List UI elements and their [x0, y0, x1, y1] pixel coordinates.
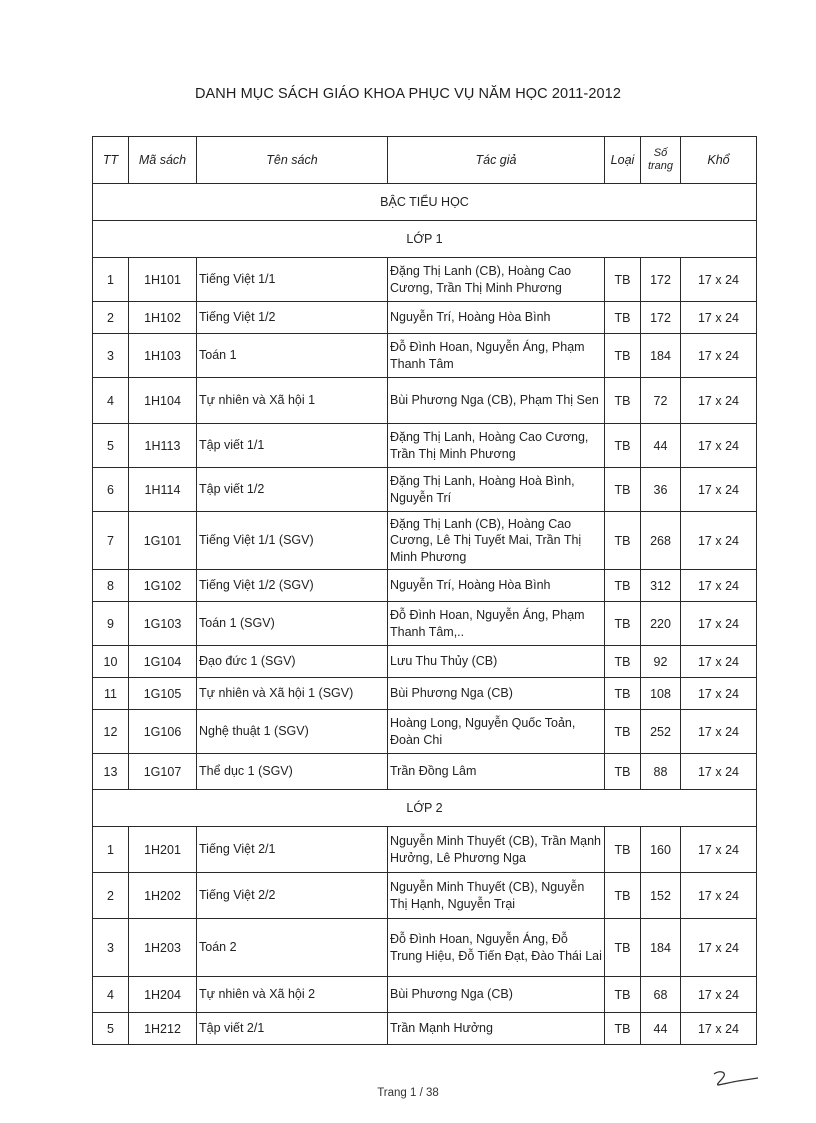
- header-loai: Loại: [605, 137, 641, 184]
- row-number: 3: [93, 919, 129, 977]
- header-so-trang-line1: Số: [653, 146, 668, 159]
- row-number: 3: [93, 334, 129, 378]
- book-code: 1H113: [129, 424, 197, 468]
- book-size: 17 x 24: [681, 512, 757, 570]
- book-title: Toán 1: [197, 334, 388, 378]
- row-number: 13: [93, 754, 129, 790]
- book-code: 1G102: [129, 570, 197, 602]
- book-authors: Đỗ Đình Hoan, Nguyễn Áng, Phạm Thanh Tâm,..: [388, 602, 605, 646]
- header-tt: TT: [93, 137, 129, 184]
- row-number: 1: [93, 258, 129, 302]
- book-code: 1H104: [129, 378, 197, 424]
- book-code: 1H203: [129, 919, 197, 977]
- book-type: TB: [605, 919, 641, 977]
- book-code: 1H101: [129, 258, 197, 302]
- book-size: 17 x 24: [681, 873, 757, 919]
- book-code: 1G106: [129, 710, 197, 754]
- book-authors: Đỗ Đình Hoan, Nguyễn Áng, Phạm Thanh Tâm: [388, 334, 605, 378]
- book-code: 1H102: [129, 302, 197, 334]
- book-title: Tập viết 1/1: [197, 424, 388, 468]
- book-authors: Bùi Phương Nga (CB): [388, 977, 605, 1013]
- book-size: 17 x 24: [681, 754, 757, 790]
- book-authors: Hoàng Long, Nguyễn Quốc Toản, Đoàn Chi: [388, 710, 605, 754]
- book-type: TB: [605, 1013, 641, 1045]
- book-authors: Bùi Phương Nga (CB): [388, 678, 605, 710]
- book-size: 17 x 24: [681, 678, 757, 710]
- book-code: 1H204: [129, 977, 197, 1013]
- book-authors: Bùi Phương Nga (CB), Phạm Thị Sen: [388, 378, 605, 424]
- page-count: 160: [641, 827, 681, 873]
- book-type: TB: [605, 512, 641, 570]
- book-type: TB: [605, 710, 641, 754]
- book-title: Thể dục 1 (SGV): [197, 754, 388, 790]
- page-title: DANH MỤC SÁCH GIÁO KHOA PHỤC VỤ NĂM HỌC 2011-2012: [194, 86, 622, 102]
- book-type: TB: [605, 646, 641, 678]
- book-type: TB: [605, 602, 641, 646]
- page-count: 72: [641, 378, 681, 424]
- book-type: TB: [605, 570, 641, 602]
- grade1-label: LỚP 1: [93, 221, 757, 258]
- book-code: 1H201: [129, 827, 197, 873]
- book-code: 1H212: [129, 1013, 197, 1045]
- book-size: 17 x 24: [681, 334, 757, 378]
- book-type: TB: [605, 468, 641, 512]
- book-title: Tiếng Việt 1/1: [197, 258, 388, 302]
- book-type: TB: [605, 258, 641, 302]
- book-size: 17 x 24: [681, 977, 757, 1013]
- grade2-row: [93, 790, 757, 827]
- book-type: TB: [605, 302, 641, 334]
- book-type: TB: [605, 424, 641, 468]
- book-code: 1G105: [129, 678, 197, 710]
- table-row: [93, 512, 757, 570]
- header-kho: Khổ: [681, 137, 757, 184]
- book-title: Tự nhiên và Xã hội 1: [197, 378, 388, 424]
- table-row: [93, 378, 757, 424]
- table-row: [93, 334, 757, 378]
- row-number: 4: [93, 378, 129, 424]
- book-code: 1G107: [129, 754, 197, 790]
- page-count: 36: [641, 468, 681, 512]
- book-authors: Trần Mạnh Hưởng: [388, 1013, 605, 1045]
- row-number: 9: [93, 602, 129, 646]
- book-authors: Đặng Thị Lanh, Hoàng Cao Cương, Trần Thị Minh Phương: [388, 424, 605, 468]
- table-row: [93, 258, 757, 302]
- row-number: 4: [93, 977, 129, 1013]
- book-size: 17 x 24: [681, 570, 757, 602]
- book-code: 1G104: [129, 646, 197, 678]
- book-type: TB: [605, 977, 641, 1013]
- book-type: TB: [605, 754, 641, 790]
- book-type: TB: [605, 873, 641, 919]
- level-label: BẬC TIỂU HỌC: [93, 184, 757, 221]
- book-size: 17 x 24: [681, 919, 757, 977]
- book-size: 17 x 24: [681, 827, 757, 873]
- row-number: 1: [93, 827, 129, 873]
- grade1-row: [93, 221, 757, 258]
- book-size: 17 x 24: [681, 646, 757, 678]
- row-number: 2: [93, 302, 129, 334]
- book-size: 17 x 24: [681, 302, 757, 334]
- row-number: 8: [93, 570, 129, 602]
- header-ma-sach: Mã sách: [129, 137, 197, 184]
- book-title: Tự nhiên và Xã hội 2: [197, 977, 388, 1013]
- row-number: 7: [93, 512, 129, 570]
- page-count: 184: [641, 919, 681, 977]
- book-code: 1G103: [129, 602, 197, 646]
- book-authors: Đặng Thị Lanh (CB), Hoàng Cao Cương, Trần Thị Minh Phương: [388, 258, 605, 302]
- book-size: 17 x 24: [681, 1013, 757, 1045]
- book-title: Nghệ thuật 1 (SGV): [197, 710, 388, 754]
- page-count: 44: [641, 424, 681, 468]
- table-row: [93, 468, 757, 512]
- book-title: Tiếng Việt 2/2: [197, 873, 388, 919]
- book-type: TB: [605, 378, 641, 424]
- row-number: 5: [93, 424, 129, 468]
- level-row: [93, 184, 757, 221]
- page-count: 268: [641, 512, 681, 570]
- header-so-trang-line2: trang: [647, 160, 674, 172]
- row-number: 10: [93, 646, 129, 678]
- book-title: Tiếng Việt 2/1: [197, 827, 388, 873]
- book-authors: Trần Đồng Lâm: [388, 754, 605, 790]
- book-authors: Đỗ Đình Hoan, Nguyễn Áng, Đỗ Trung Hiệu, Đỗ Tiến Đạt, Đào Thái Lai: [388, 919, 605, 977]
- table-row: [93, 977, 757, 1013]
- table-row: [93, 919, 757, 977]
- book-code: 1G101: [129, 512, 197, 570]
- book-title: Tiếng Việt 1/2 (SGV): [197, 570, 388, 602]
- book-code: 1H202: [129, 873, 197, 919]
- table-row: [93, 1013, 757, 1045]
- book-type: TB: [605, 334, 641, 378]
- page-count: 68: [641, 977, 681, 1013]
- header-so-trang: [641, 137, 681, 184]
- book-size: 17 x 24: [681, 602, 757, 646]
- page-count: 172: [641, 302, 681, 334]
- book-code: 1H103: [129, 334, 197, 378]
- page-count: 152: [641, 873, 681, 919]
- book-authors: Nguyễn Trí, Hoàng Hòa Bình: [388, 302, 605, 334]
- header-tac-gia: Tác giả: [388, 137, 605, 184]
- book-authors: Nguyễn Trí, Hoàng Hòa Bình: [388, 570, 605, 602]
- header-ten-sach: Tên sách: [197, 137, 388, 184]
- row-number: 11: [93, 678, 129, 710]
- table-row: [93, 827, 757, 873]
- book-title: Tiếng Việt 1/1 (SGV): [197, 512, 388, 570]
- book-code: 1H114: [129, 468, 197, 512]
- page-count: 108: [641, 678, 681, 710]
- table-header-row: [93, 137, 757, 184]
- page-count: 172: [641, 258, 681, 302]
- table-row: [93, 873, 757, 919]
- table-row: [93, 710, 757, 754]
- page-footer: Trang 1 / 38: [377, 1087, 439, 1099]
- book-size: 17 x 24: [681, 378, 757, 424]
- book-authors: Đặng Thị Lanh, Hoàng Hoà Bình, Nguyễn Trí: [388, 468, 605, 512]
- textbook-table: [92, 136, 757, 1045]
- table-row: [93, 302, 757, 334]
- book-title: Tập viết 2/1: [197, 1013, 388, 1045]
- book-title: Tập viết 1/2: [197, 468, 388, 512]
- book-size: 17 x 24: [681, 258, 757, 302]
- row-number: 6: [93, 468, 129, 512]
- book-title: Đạo đức 1 (SGV): [197, 646, 388, 678]
- page-count: 252: [641, 710, 681, 754]
- book-title: Toán 1 (SGV): [197, 602, 388, 646]
- table-row: [93, 602, 757, 646]
- book-type: TB: [605, 827, 641, 873]
- page-count: 312: [641, 570, 681, 602]
- book-size: 17 x 24: [681, 424, 757, 468]
- row-number: 2: [93, 873, 129, 919]
- book-authors: Nguyễn Minh Thuyết (CB), Trần Mạnh Hưởng, Lê Phương Nga: [388, 827, 605, 873]
- book-size: 17 x 24: [681, 710, 757, 754]
- grade2-label: LỚP 2: [93, 790, 757, 827]
- book-type: TB: [605, 678, 641, 710]
- page-count: 88: [641, 754, 681, 790]
- handwritten-mark: [708, 1066, 764, 1090]
- page-count: 220: [641, 602, 681, 646]
- book-title: Tự nhiên và Xã hội 1 (SGV): [197, 678, 388, 710]
- page-count: 44: [641, 1013, 681, 1045]
- book-size: 17 x 24: [681, 468, 757, 512]
- row-number: 12: [93, 710, 129, 754]
- book-title: Tiếng Việt 1/2: [197, 302, 388, 334]
- table-row: [93, 570, 757, 602]
- table-row: [93, 678, 757, 710]
- book-title: Toán 2: [197, 919, 388, 977]
- page-count: 184: [641, 334, 681, 378]
- book-authors: Nguyễn Minh Thuyết (CB), Nguyễn Thị Hạnh, Nguyễn Trại: [388, 873, 605, 919]
- table-row: [93, 646, 757, 678]
- table-row: [93, 754, 757, 790]
- book-authors: Đặng Thị Lanh (CB), Hoàng Cao Cương, Lê Thị Tuyết Mai, Trần Thị Minh Phương: [388, 512, 605, 570]
- page-count: 92: [641, 646, 681, 678]
- row-number: 5: [93, 1013, 129, 1045]
- table-row: [93, 424, 757, 468]
- book-authors: Lưu Thu Thủy (CB): [388, 646, 605, 678]
